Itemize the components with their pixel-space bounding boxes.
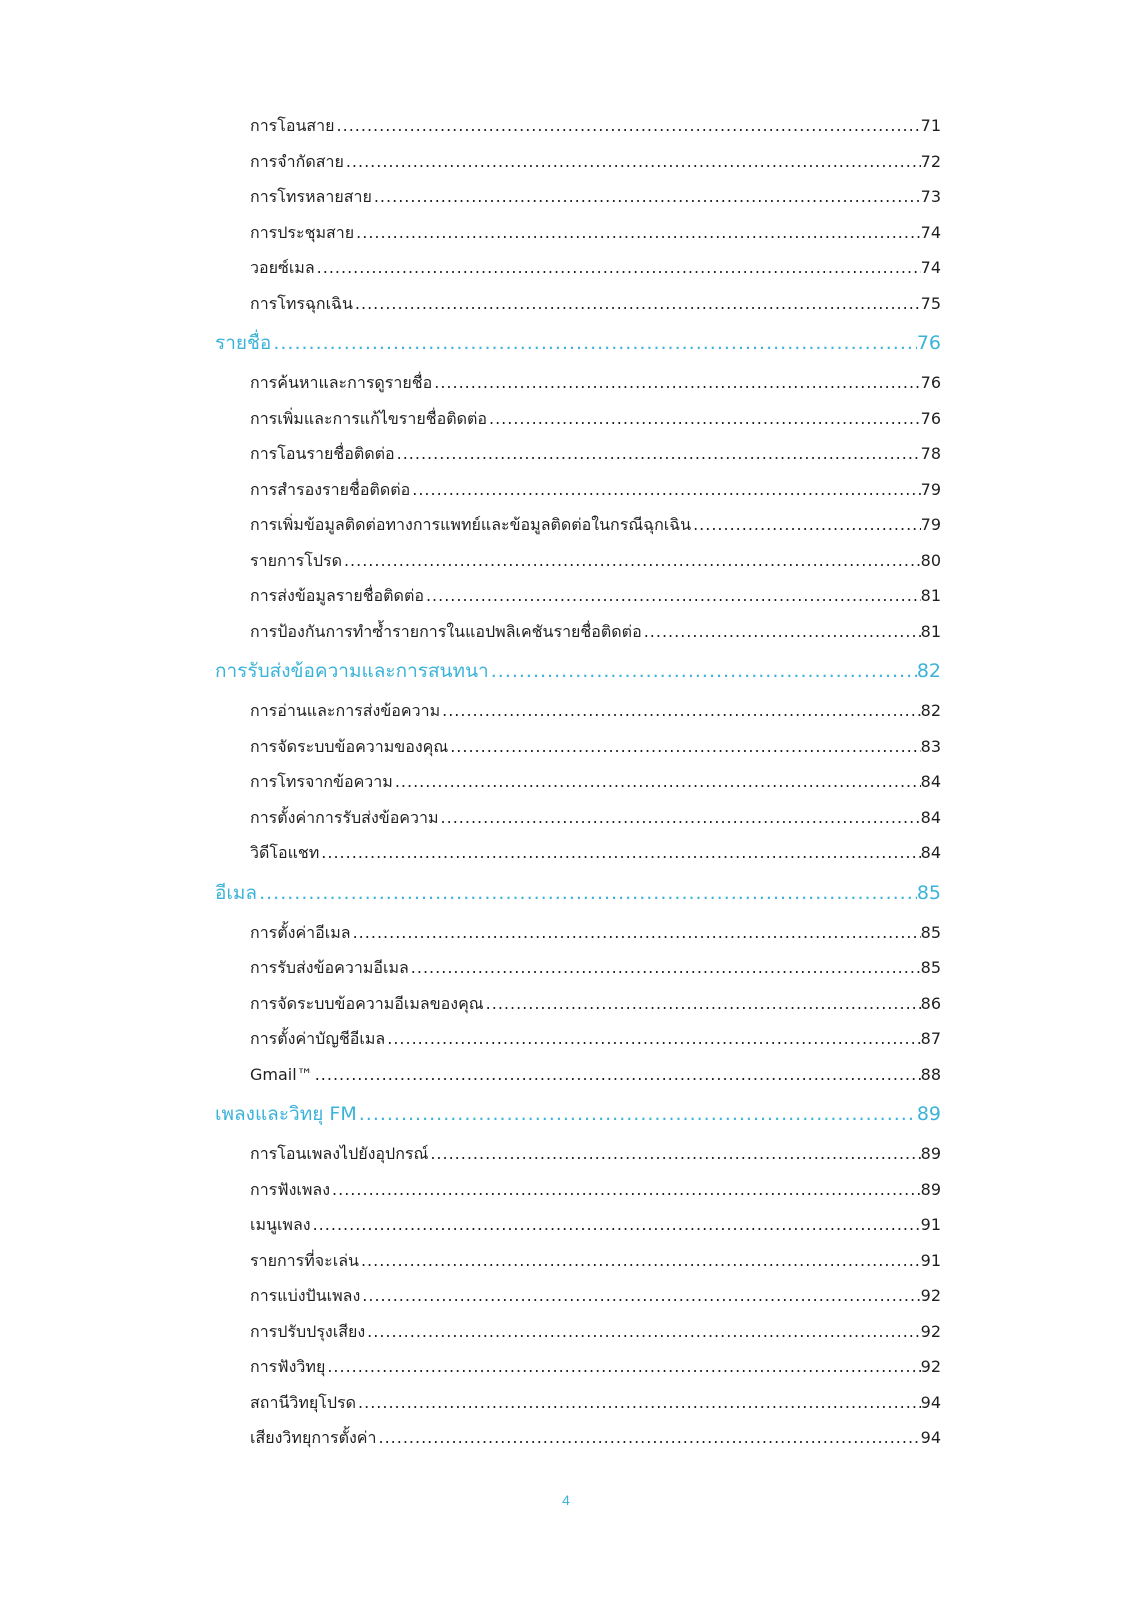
toc-page-number: 72 bbox=[920, 151, 941, 171]
toc-page-number: 92 bbox=[920, 1357, 941, 1376]
toc-entry[interactable] bbox=[250, 1243, 941, 1279]
toc-page-number: 81 bbox=[920, 586, 941, 605]
toc-page-number: 89 bbox=[916, 1103, 941, 1125]
toc-section-title: การรับส่งข้อความและการสนทนา bbox=[215, 660, 489, 682]
toc-entry-title: การฟังวิทยุ bbox=[250, 1357, 326, 1376]
toc-leader-dots bbox=[448, 729, 920, 765]
toc-entry[interactable] bbox=[250, 835, 941, 871]
toc-entry[interactable] bbox=[250, 693, 941, 729]
toc-page-number: 82 bbox=[916, 660, 941, 682]
toc-page-number: 86 bbox=[920, 993, 941, 1013]
toc-leader-dots bbox=[357, 1092, 917, 1136]
toc-entry[interactable] bbox=[250, 1314, 941, 1350]
toc-leader-dots bbox=[342, 543, 921, 579]
toc-entry-title: การโอนรายชื่อติดต่อ bbox=[250, 444, 395, 463]
toc-page-number: 75 bbox=[920, 293, 941, 313]
toc-leader-dots bbox=[319, 835, 920, 871]
toc-page-number: 85 bbox=[920, 922, 941, 942]
toc-leader-dots bbox=[395, 436, 921, 472]
toc-leader-dots bbox=[489, 649, 917, 693]
toc-section-heading[interactable] bbox=[215, 321, 941, 365]
toc-entry[interactable] bbox=[250, 215, 941, 251]
toc-entry[interactable] bbox=[250, 1021, 941, 1057]
toc-leader-dots bbox=[359, 1243, 921, 1279]
toc-entry-title: การโทรจากข้อความ bbox=[250, 772, 393, 791]
toc-entry-title: การจำกัดสาย bbox=[250, 151, 344, 171]
toc-entry-title: การตั้งค่าอีเมล bbox=[250, 922, 351, 942]
toc-page-number: 82 bbox=[920, 701, 941, 720]
toc-entry-title: รายการที่จะเล่น bbox=[250, 1250, 359, 1270]
toc-entry[interactable] bbox=[250, 1349, 941, 1385]
toc-page-number: 76 bbox=[920, 408, 941, 428]
toc-entry[interactable] bbox=[250, 401, 941, 437]
toc-page-number: 84 bbox=[920, 843, 941, 862]
page-number: 4 bbox=[562, 1492, 570, 1508]
toc-page-number: 88 bbox=[920, 1064, 941, 1084]
toc-leader-dots bbox=[428, 1136, 920, 1172]
toc-entry-title: การปรับปรุงเสียง bbox=[250, 1321, 366, 1341]
toc-entry-title: การโทรฉุกเฉิน bbox=[250, 293, 353, 313]
toc-entry[interactable] bbox=[250, 365, 941, 401]
toc-entry[interactable] bbox=[250, 915, 941, 951]
toc-entry-title: วิดีโอแชท bbox=[250, 843, 320, 862]
toc-leader-dots bbox=[335, 108, 921, 144]
toc-entry[interactable] bbox=[250, 578, 941, 614]
toc-entry-title: การโอนสาย bbox=[250, 116, 335, 135]
toc-entry-title: การสำรองรายชื่อติดต่อ bbox=[250, 479, 411, 499]
toc-page-number: 94 bbox=[920, 1428, 941, 1447]
toc-leader-dots bbox=[315, 250, 921, 286]
toc-entry-title: การอ่านและการส่งข้อความ bbox=[250, 701, 441, 720]
toc-entry[interactable] bbox=[250, 543, 941, 579]
toc-page-number: 92 bbox=[920, 1286, 941, 1305]
toc-entry-title: การตั้งค่าบัญชีอีเมล bbox=[250, 1029, 386, 1048]
toc-entry-title: การเพิ่มและการแก้ไขรายชื่อติดต่อ bbox=[250, 408, 487, 428]
toc-entry-title: การโทรหลายสาย bbox=[250, 187, 372, 206]
toc-entry-title: การประชุมสาย bbox=[250, 222, 355, 242]
toc-page-number: 76 bbox=[916, 332, 941, 354]
toc-leader-dots bbox=[487, 401, 921, 437]
toc-leader-dots bbox=[393, 764, 921, 800]
toc-leader-dots bbox=[356, 1385, 921, 1421]
toc-entry-title: การเพิ่มข้อมูลติดต่อทางการแพทย์และข้อมูลติดต่อในกรณีฉุกเฉิน bbox=[250, 515, 692, 534]
toc-page-number: 92 bbox=[920, 1321, 941, 1341]
toc-leader-dots bbox=[353, 286, 921, 322]
toc-leader-dots bbox=[372, 179, 921, 215]
toc-page-number: 79 bbox=[920, 479, 941, 499]
toc-entry-title: Gmail™ bbox=[250, 1064, 313, 1084]
toc-page-number: 73 bbox=[920, 187, 941, 206]
toc-entry[interactable] bbox=[250, 179, 941, 215]
toc-leader-dots bbox=[311, 1207, 921, 1243]
toc-leader-dots bbox=[330, 1172, 921, 1208]
toc-entry[interactable] bbox=[250, 472, 941, 508]
toc-entry[interactable] bbox=[250, 729, 941, 765]
toc-section-title: เพลงและวิทยุ FM bbox=[215, 1103, 357, 1125]
toc-entry-title: การฟังเพลง bbox=[250, 1179, 331, 1199]
toc-leader-dots bbox=[354, 215, 921, 251]
toc-entry[interactable] bbox=[250, 507, 941, 543]
toc-leader-dots bbox=[344, 144, 921, 180]
toc-page-number: 84 bbox=[920, 807, 941, 827]
toc-entry[interactable] bbox=[250, 1385, 941, 1421]
toc-page-number: 71 bbox=[920, 116, 941, 135]
toc-entry[interactable] bbox=[250, 250, 941, 286]
table-of-contents bbox=[0, 108, 1132, 1456]
toc-leader-dots bbox=[424, 578, 921, 614]
toc-page-number: 85 bbox=[920, 958, 941, 977]
toc-leader-dots bbox=[360, 1278, 920, 1314]
toc-entry-title: การป้องกันการทำซ้ำรายการในแอปพลิเคชันรายชื่อติดต่อ bbox=[250, 621, 642, 641]
toc-page-number: 78 bbox=[920, 444, 941, 463]
toc-page-number: 76 bbox=[920, 373, 941, 392]
toc-page-number: 81 bbox=[920, 621, 941, 641]
toc-entry[interactable] bbox=[250, 1207, 941, 1243]
toc-leader-dots bbox=[271, 321, 916, 365]
toc-page-number: 87 bbox=[920, 1029, 941, 1048]
toc-leader-dots bbox=[257, 871, 917, 915]
toc-page-number: 91 bbox=[920, 1215, 941, 1234]
toc-leader-dots bbox=[691, 507, 921, 543]
toc-entry-title: วอยซ์เมล bbox=[250, 258, 315, 277]
toc-leader-dots bbox=[432, 365, 920, 401]
toc-entry-title: รายการโปรด bbox=[250, 550, 342, 570]
toc-entry[interactable] bbox=[250, 108, 941, 144]
toc-leader-dots bbox=[439, 800, 921, 836]
toc-entry-title: การรับส่งข้อความอีเมล bbox=[250, 958, 409, 977]
toc-entry[interactable] bbox=[250, 436, 941, 472]
toc-leader-dots bbox=[409, 950, 921, 986]
toc-leader-dots bbox=[351, 915, 921, 951]
toc-page-number: 85 bbox=[916, 881, 941, 904]
toc-leader-dots bbox=[365, 1314, 920, 1350]
toc-page-number: 74 bbox=[920, 222, 941, 242]
toc-entry-title: การจัดระบบข้อความของคุณ bbox=[250, 736, 449, 756]
toc-page-number: 74 bbox=[920, 258, 941, 277]
toc-leader-dots bbox=[484, 986, 921, 1022]
toc-entry[interactable] bbox=[250, 1136, 941, 1172]
toc-page-number: 91 bbox=[920, 1250, 941, 1270]
toc-entry-title: การโอนเพลงไปยังอุปกรณ์ bbox=[250, 1144, 429, 1163]
toc-entry-title: การตั้งค่าการรับส่งข้อความ bbox=[250, 807, 439, 827]
toc-section-title: รายชื่อ bbox=[215, 332, 272, 354]
toc-page-number: 89 bbox=[920, 1144, 941, 1163]
toc-entry-title: เมนูเพลง bbox=[250, 1215, 311, 1234]
toc-entry[interactable] bbox=[250, 144, 941, 180]
toc-section-heading[interactable] bbox=[215, 649, 941, 693]
toc-page-number: 83 bbox=[920, 736, 941, 756]
toc-page-number: 80 bbox=[920, 550, 941, 570]
toc-entry[interactable] bbox=[250, 1278, 941, 1314]
toc-entry-title: การแบ่งปันเพลง bbox=[250, 1286, 361, 1305]
toc-entry[interactable] bbox=[250, 800, 941, 836]
toc-page-number: 84 bbox=[920, 772, 941, 791]
toc-leader-dots bbox=[313, 1057, 921, 1093]
toc-section-title: อีเมล bbox=[215, 881, 258, 904]
toc-entry[interactable] bbox=[250, 950, 941, 986]
toc-leader-dots bbox=[642, 614, 921, 650]
toc-entry-title: การค้นหาและการดูรายชื่อ bbox=[250, 373, 433, 392]
toc-entry-title: เสียงวิทยุการตั้งค่า bbox=[250, 1428, 377, 1447]
toc-entry[interactable] bbox=[250, 1420, 941, 1456]
toc-page-number: 79 bbox=[920, 515, 941, 534]
toc-section-heading[interactable] bbox=[215, 1092, 941, 1136]
toc-entry[interactable] bbox=[250, 764, 941, 800]
toc-entry[interactable] bbox=[250, 614, 941, 650]
toc-section-heading[interactable] bbox=[215, 871, 941, 915]
toc-page-number: 89 bbox=[920, 1179, 941, 1199]
toc-entry-title: การส่งข้อมูลรายชื่อติดต่อ bbox=[250, 586, 424, 605]
toc-entry[interactable] bbox=[250, 286, 941, 322]
toc-leader-dots bbox=[325, 1349, 920, 1385]
toc-entry[interactable] bbox=[250, 986, 941, 1022]
toc-entry-title: การจัดระบบข้อความอีเมลของคุณ bbox=[250, 993, 484, 1013]
toc-leader-dots bbox=[440, 693, 921, 729]
toc-entry[interactable] bbox=[250, 1057, 941, 1093]
toc-entry-title: สถานีวิทยุโปรด bbox=[250, 1392, 357, 1412]
toc-leader-dots bbox=[385, 1021, 920, 1057]
toc-page-number: 94 bbox=[920, 1392, 941, 1412]
toc-leader-dots bbox=[410, 472, 920, 508]
toc-leader-dots bbox=[376, 1420, 920, 1456]
toc-entry[interactable] bbox=[250, 1172, 941, 1208]
